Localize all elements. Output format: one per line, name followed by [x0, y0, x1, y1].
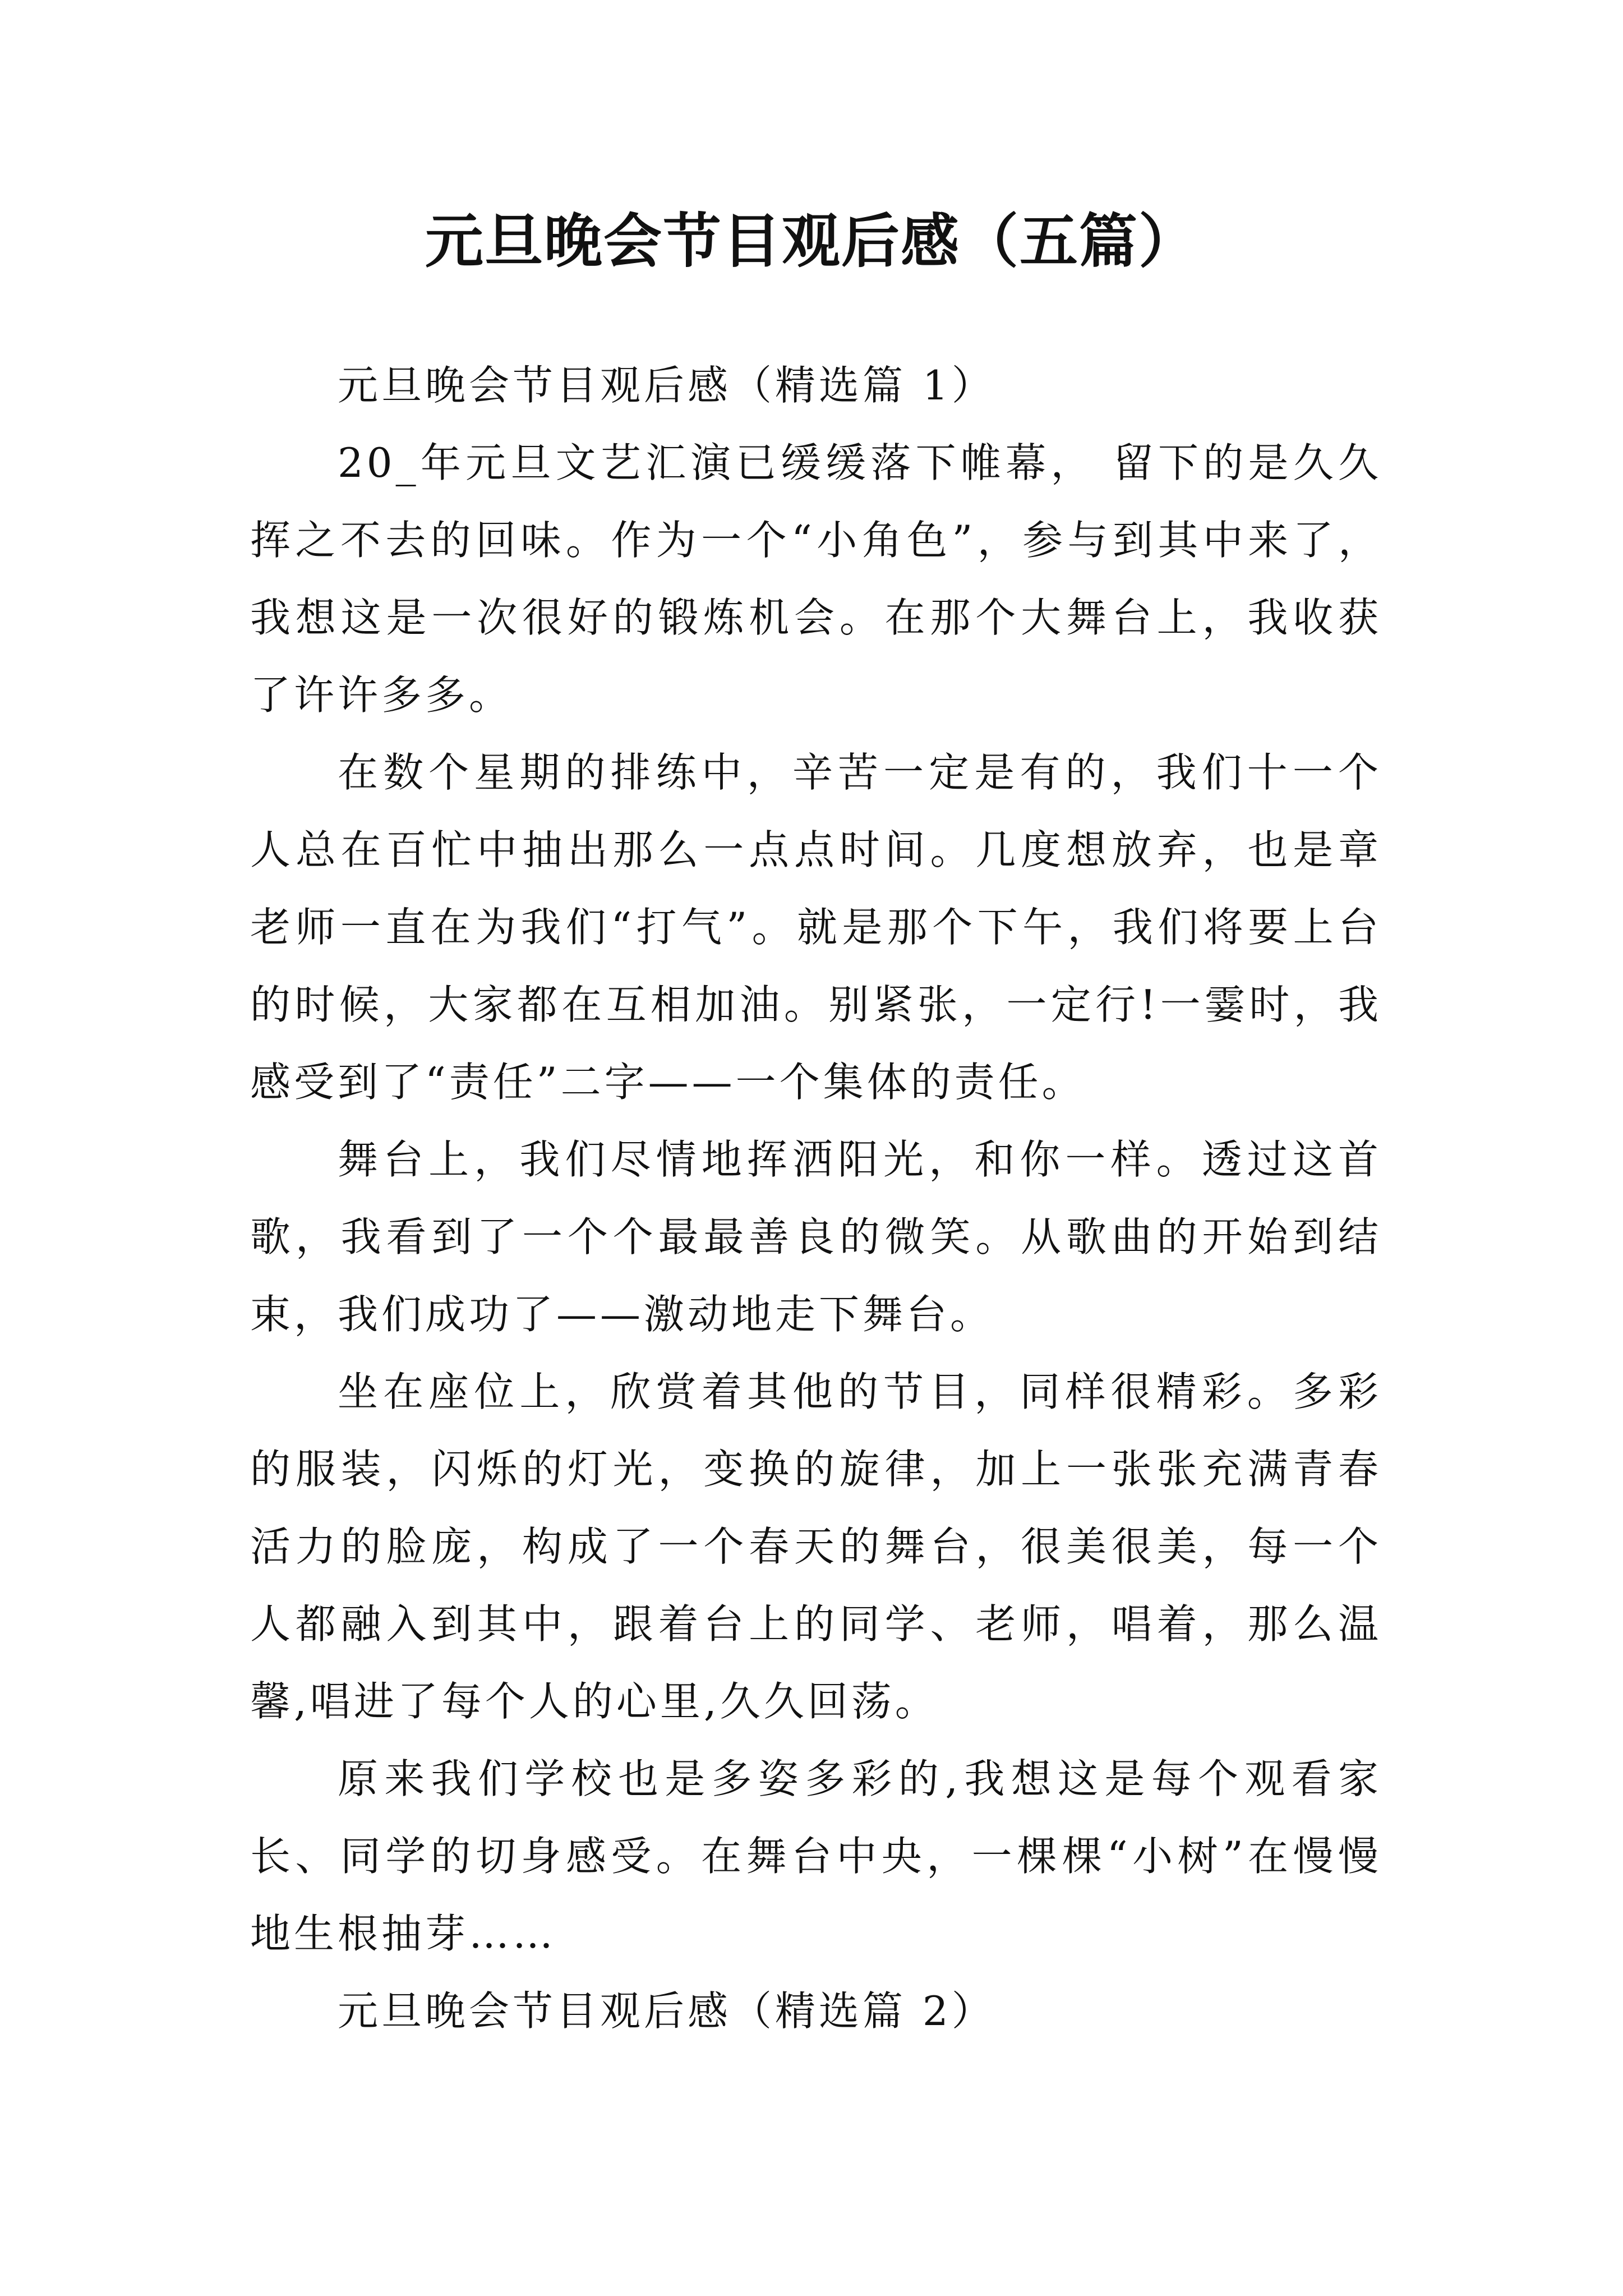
- document-title: 元旦晚会节目观后感（五篇）: [425, 206, 1198, 275]
- document-body: [250, 347, 1382, 2050]
- paragraph: 在数个星期的排练中，辛苦一定是有的，我们十一个人总在百忙中抽出那么一点点时间。几度想放弃，也是章老师一直在为我们“打气”。就是那个下午，我们将要上台的时候，大家都在互相加油。别紧张，一定行!一霎时，我感受到了“责任”二字——一个集体的责任。: [250, 749, 1382, 1106]
- paragraph: 舞台上，我们尽情地挥洒阳光，和你一样。透过这首歌，我看到了一个个最最善良的微笑。从歌曲的开始到结束，我们成功了——激动地走下舞台。: [250, 1136, 1382, 1338]
- paragraph: 原来我们学校也是多姿多彩的,我想这是每个观看家长、同学的切身感受。在舞台中央，一棵棵“小树”在慢慢地生根抽芽……: [250, 1755, 1382, 1957]
- section-heading-1: 元旦晚会节目观后感（精选篇 1）: [338, 362, 995, 409]
- paragraph: 20_年元旦文艺汇演已缓缓落下帷幕， 留下的是久久挥之不去的回味。作为一个“小角色”，参与到其中来了，我想这是一次很好的锻炼机会。在那个大舞台上，我收获了许许多多。: [250, 439, 1382, 719]
- paragraph: 坐在座位上，欣赏着其他的节目，同样很精彩。多彩的服装，闪烁的灯光，变换的旋律，加上一张张充满青春活力的脸庞，构成了一个春天的舞台，很美很美，每一个人都融入到其中，跟着台上的同学、老师，唱着，那么温馨,唱进了每个人的心里,久久回荡。: [250, 1368, 1382, 1725]
- section-heading-2: 元旦晚会节目观后感（精选篇 2）: [338, 1987, 995, 2035]
